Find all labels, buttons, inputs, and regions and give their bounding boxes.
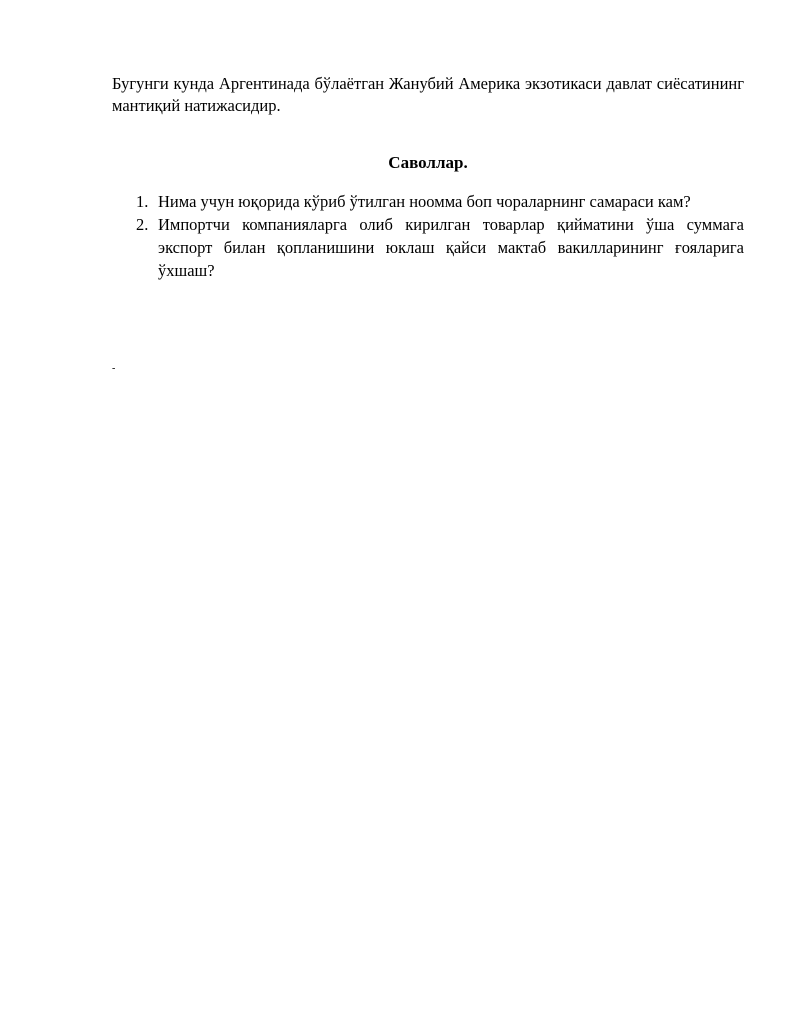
question-text: Нима учун юқорида кўриб ўтилган ноомма боп чораларнинг самараси кам?: [158, 192, 691, 211]
question-text: Импортчи компанияларга олиб кирилган товарлар қийматини ўша суммага экспорт билан қопланишини юклаш қайси мактаб вакилларининг ғояларига ўхшаш?: [158, 215, 744, 280]
stray-mark: -: [112, 363, 116, 374]
questions-list: [112, 190, 744, 282]
question-number: 2.: [136, 215, 149, 234]
question-item: [112, 213, 744, 282]
question-number: 1.: [136, 192, 149, 211]
question-item: [112, 190, 744, 213]
questions-heading: Саволлар.: [388, 153, 468, 172]
intro-paragraph: Бугунги кунда Аргентинада бўлаётган Жанубий Америка экзотикаси давлат сиёсатининг мантиқий натижасидир.: [112, 74, 744, 115]
